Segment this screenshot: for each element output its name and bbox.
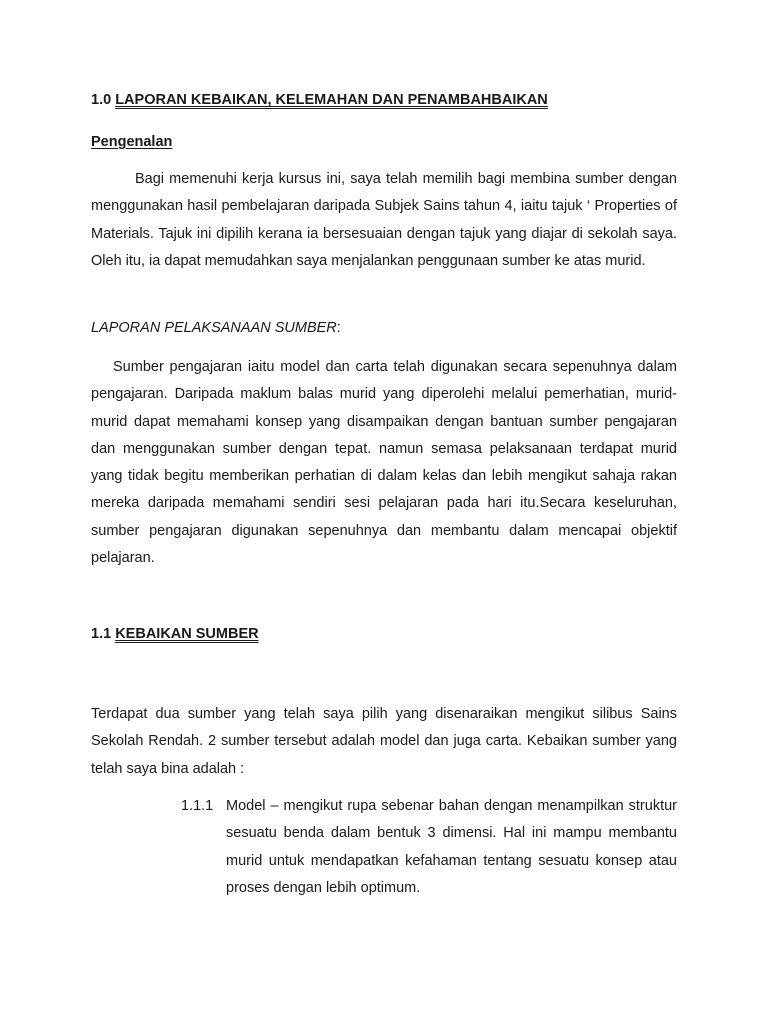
section-heading-1-1 xyxy=(91,626,259,642)
list-item-number: 1.1.1 xyxy=(181,798,214,814)
report-heading xyxy=(91,320,341,336)
intro-heading: Pengenalan xyxy=(91,134,173,150)
report-heading-suffix: : xyxy=(336,320,341,336)
intro-paragraph: Bagi memenuhi kerja kursus ini, saya telah memilih bagi membina sumber dengan menggunakan hasil pembelajaran daripada Subjek Sains tahun 4, iaitu tajuk ‘ Properties of Materials. Tajuk ini dipilih kerana ia bersesuaian dengan tajuk yang diajar di sekolah saya. Oleh itu, ia dapat memudahkan saya menjalankan penggunaan sumber ke atas murid. xyxy=(91,171,677,269)
section-heading-1-0 xyxy=(91,92,548,108)
section-number: 1.1 xyxy=(91,626,112,642)
list-item-text: Model – mengikut rupa sebenar bahan dengan menampilkan struktur sesuatu benda dalam bentuk 3 dimensi. Hal ini mampu membantu murid untuk mendapatkan kefahaman tentang sesuatu konsep atau proses dengan lebih optimum. xyxy=(226,798,677,896)
section-title: KEBAIKAN SUMBER xyxy=(115,626,259,642)
section-number: 1.0 xyxy=(91,92,112,108)
report-paragraph: Sumber pengajaran iaitu model dan carta telah digunakan secara sepenuhnya dalam pengajaran. Daripada maklum balas murid yang diperolehi melalui pemerhatian, murid-murid dapat memahami konsep yang disampaikan dengan bantuan sumber pengajaran dan menggunakan sumber dengan tepat. namun semasa pelaksanaan terdapat murid yang tidak begitu memberikan perhatian di dalam kelas dan lebih mengikut sahaja rakan mereka daripada memahami sendiri sesi pelajaran pada hari itu.Secara keseluruhan, sumber pengajaran digunakan sepenuhnya dan membantu dalam mencapai objektif pelajaran. xyxy=(91,359,677,567)
report-heading-text: LAPORAN PELAKSANAAN SUMBER xyxy=(91,320,337,336)
kebaikan-paragraph: Terdapat dua sumber yang telah saya pilih yang disenaraikan mengikut silibus Sains Sekolah Rendah. 2 sumber tersebut adalah model dan juga carta. Kebaikan sumber yang telah saya bina adalah : xyxy=(91,706,677,777)
list-item xyxy=(181,793,677,902)
section-title: LAPORAN KEBAIKAN, KELEMAHAN DAN PENAMBAHBAIKAN xyxy=(115,92,548,108)
